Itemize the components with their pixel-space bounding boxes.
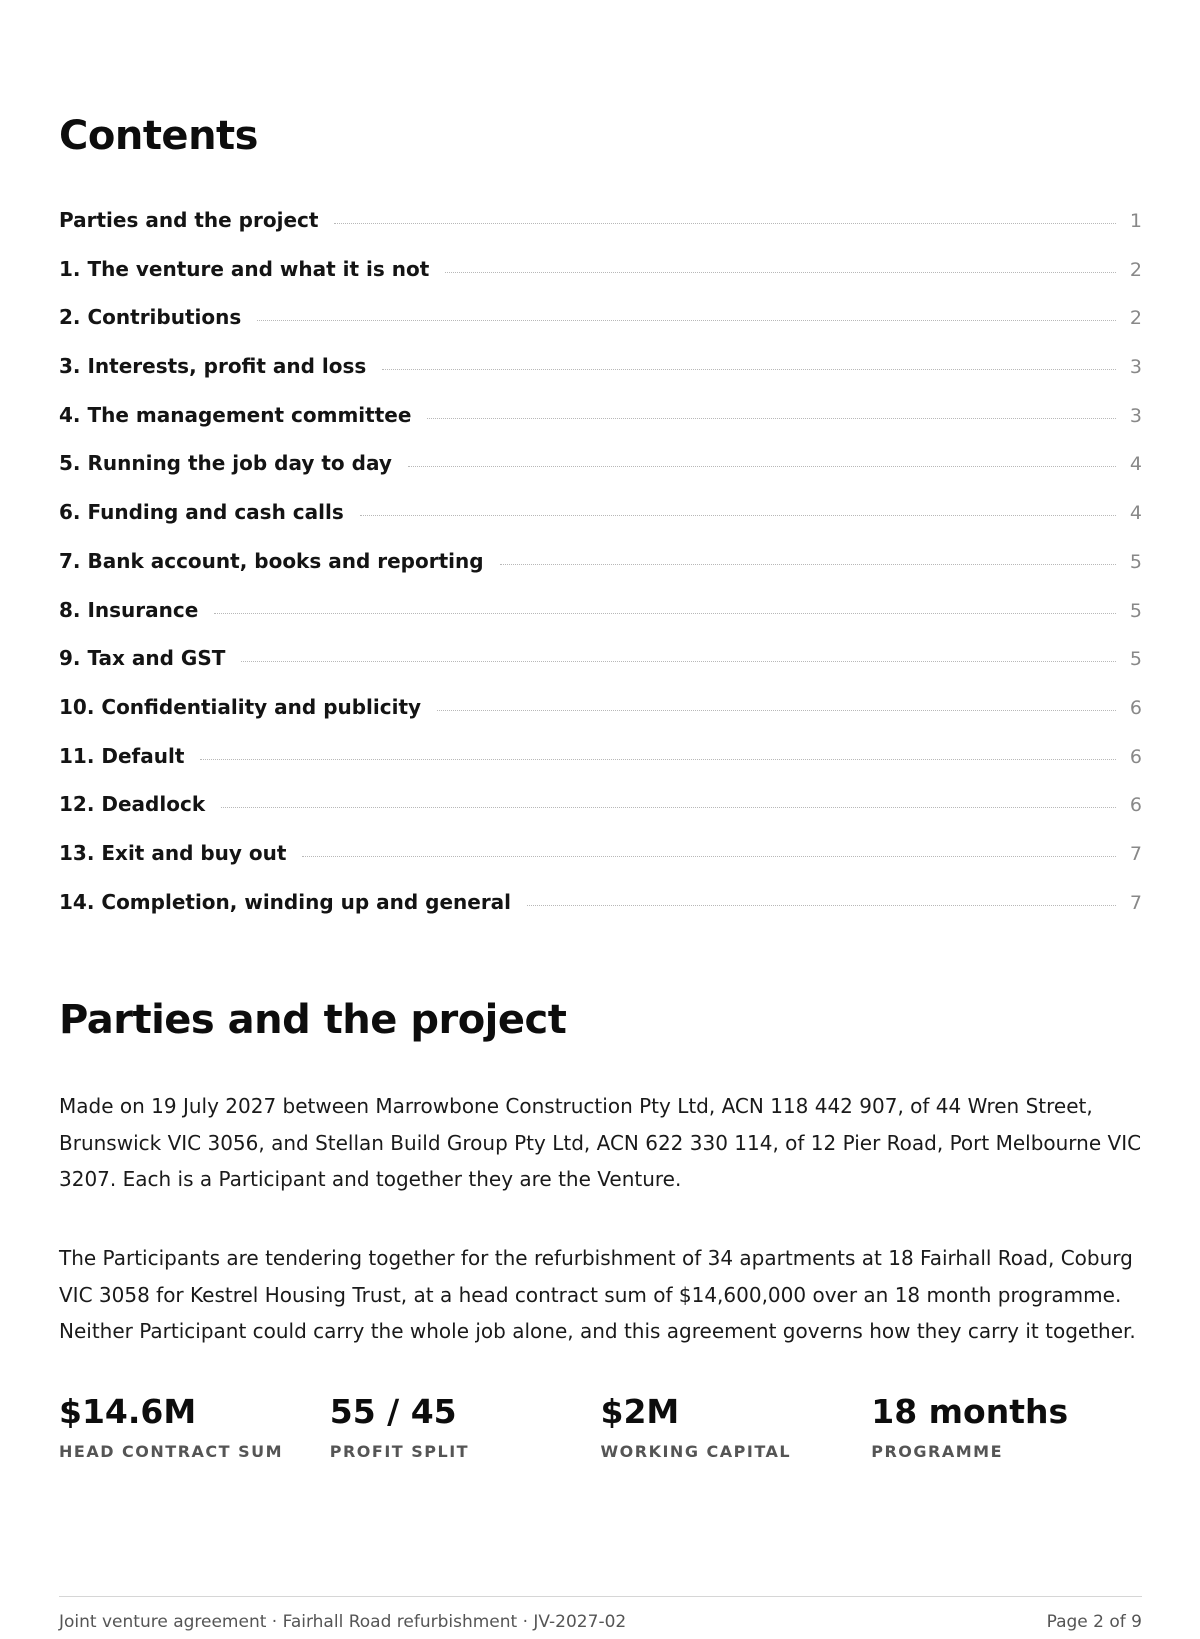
document-page (59, 0, 1142, 1639)
toc-entry[interactable] (59, 598, 1142, 647)
toc-leader (257, 319, 1116, 321)
toc-entry-page: 2 (1129, 307, 1142, 330)
toc-entry[interactable] (59, 451, 1142, 500)
toc-entry-page: 1 (1129, 210, 1142, 232)
toc-leader (214, 612, 1116, 614)
toc-entry-title: 6. Funding and cash calls (59, 500, 344, 525)
toc-entry-title: 10. Confidentiality and publicity (59, 694, 422, 719)
project-paragraph: The Participants are tendering together for the refurbishment of 34 apartments at 18 Fairhall Road, Coburg VIC 3058 for Kestrel Housing Trust, at a head contract sum of $14,600,000 over an 18 month programme. Neither Participant could carry the whole job alone, and this agreement governs how they carry it together. (59, 1246, 1136, 1343)
toc-leader (241, 660, 1116, 662)
toc-leader (221, 806, 1116, 808)
toc-entry-page: 2 (1129, 258, 1142, 281)
toc-entry-page: 6 (1129, 794, 1142, 817)
toc-entry[interactable] (59, 500, 1142, 549)
stat-label: HEAD CONTRACT SUM (59, 1442, 284, 1461)
toc-entry-title: 3. Interests, profit and loss (59, 354, 367, 379)
toc-entry-page: 5 (1129, 648, 1142, 671)
footer-document-reference: Joint venture agreement · Fairhall Road refurbishment · JV-2027-02 (59, 1612, 627, 1632)
toc-entry[interactable] (59, 208, 1142, 257)
stat-programme (871, 1390, 1142, 1461)
toc-leader (382, 368, 1116, 370)
toc-entry[interactable] (59, 305, 1142, 354)
toc-entry-page: 5 (1129, 599, 1142, 622)
toc-leader (445, 271, 1116, 273)
toc-entry-page: 4 (1129, 502, 1142, 525)
toc-entry[interactable] (59, 890, 1142, 939)
toc-entry-title: 13. Exit and buy out (59, 840, 287, 865)
toc-entry[interactable] (59, 549, 1142, 598)
stat-value: $2M (600, 1392, 680, 1431)
toc-entry-page: 6 (1129, 696, 1142, 719)
stat-working-capital (601, 1390, 872, 1461)
toc-entry-page: 3 (1129, 356, 1142, 379)
stat-profit-split (330, 1390, 601, 1461)
footer-divider (59, 1596, 1142, 1597)
toc-leader (427, 417, 1116, 419)
toc-entry-page: 3 (1129, 404, 1142, 427)
toc-entry-title: 14. Completion, winding up and general (59, 889, 512, 914)
key-figures (59, 1390, 1142, 1461)
toc-entry[interactable] (59, 841, 1142, 890)
contents-heading: Contents (59, 113, 258, 159)
stat-head-contract-sum (59, 1390, 330, 1461)
section-heading-parties: Parties and the project (59, 997, 567, 1043)
toc-entry[interactable] (59, 792, 1142, 841)
parties-paragraph: Made on 19 July 2027 between Marrowbone Construction Pty Ltd, ACN 118 442 907, of 44 Wren Street, Brunswick VIC 3056, and Stellan Build Group Pty Ltd, ACN 622 330 114, of 12 Pier Road, Port Melbourne VIC 3207. Each is a Participant and together they are the Venture. (59, 1094, 1142, 1191)
toc-entry-title: 7. Bank account, books and reporting (59, 548, 484, 573)
toc-entry-title: Parties and the project (59, 208, 319, 232)
toc-leader (408, 465, 1116, 467)
toc-entry[interactable] (59, 403, 1142, 452)
toc-leader (302, 855, 1115, 857)
toc-entry-title: 5. Running the job day to day (59, 451, 392, 476)
toc-entry[interactable] (59, 695, 1142, 744)
toc-entry-title: 2. Contributions (59, 305, 242, 330)
toc-leader (527, 904, 1116, 906)
toc-entry-title: 8. Insurance (59, 597, 199, 622)
toc-entry-title: 4. The management committee (59, 402, 412, 427)
stat-value: 18 months (871, 1392, 1069, 1431)
toc-leader (360, 514, 1116, 516)
toc-leader (500, 563, 1116, 565)
toc-entry[interactable] (59, 354, 1142, 403)
toc-entry-title: 9. Tax and GST (59, 646, 226, 671)
stat-value: 55 / 45 (329, 1392, 457, 1431)
toc-entry[interactable] (59, 646, 1142, 695)
toc-leader (200, 758, 1115, 760)
toc-entry-page: 4 (1129, 453, 1142, 476)
toc-entry[interactable] (59, 744, 1142, 793)
toc-entry-page: 6 (1129, 745, 1142, 768)
toc-entry-title: 1. The venture and what it is not (59, 256, 430, 281)
toc-entry-page: 5 (1129, 550, 1142, 573)
stat-label: PROGRAMME (871, 1442, 1004, 1461)
table-of-contents (59, 208, 1142, 938)
toc-leader (437, 709, 1116, 711)
stat-value: $14.6M (59, 1392, 197, 1431)
toc-entry-title: 11. Default (59, 743, 185, 768)
stat-label: PROFIT SPLIT (329, 1442, 470, 1461)
stat-label: WORKING CAPITAL (600, 1442, 792, 1461)
toc-entry-title: 12. Deadlock (59, 792, 206, 817)
toc-entry-page: 7 (1129, 891, 1142, 914)
toc-entry-page: 7 (1129, 842, 1142, 865)
toc-leader (334, 222, 1115, 224)
toc-entry[interactable] (59, 257, 1142, 306)
footer-page-number: Page 2 of 9 (1046, 1612, 1142, 1632)
